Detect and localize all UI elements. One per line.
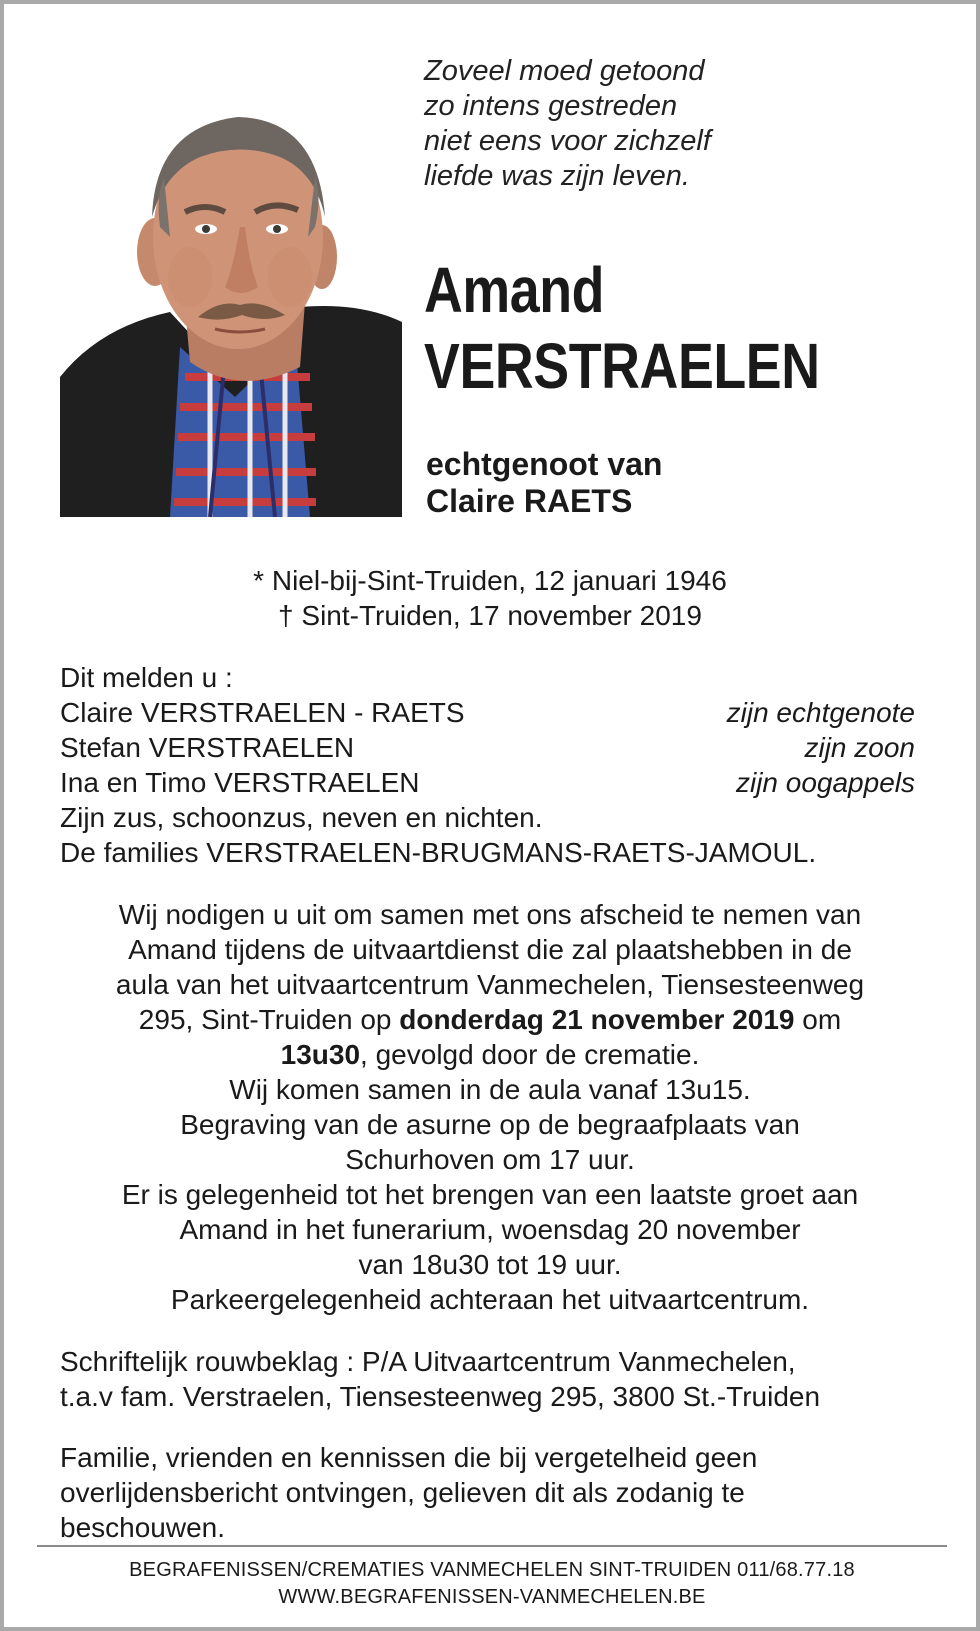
ceremony-text: om <box>794 1004 842 1035</box>
notice-line: Familie, vrienden en kennissen die bij vergetelheid geen <box>60 1442 758 1473</box>
first-name: Amand <box>424 254 605 326</box>
condolence-line: Schriftelijk rouwbeklag : P/A Uitvaartcentrum Vanmechelen, <box>60 1346 796 1377</box>
ceremony-line: Er is gelegenheid tot het brengen van een laatste groet aan <box>121 1179 859 1210</box>
relatives-line: Zijn zus, schoonzus, neven en nichten. <box>60 802 543 833</box>
ceremony-date: donderdag 21 november 2019 <box>399 1004 795 1035</box>
ceremony-line <box>60 1002 920 1037</box>
ceremony-line <box>60 1037 920 1072</box>
mourner-row <box>60 695 915 730</box>
ceremony-time: 13u30 <box>280 1039 361 1070</box>
notice-line: overlijdensbericht ontvingen, gelieven dit als zodanig te <box>60 1477 745 1508</box>
ceremony-line: aula van het uitvaartcentrum Vanmechelen, Tiensesteenweg <box>115 969 865 1000</box>
notice-line: beschouwen. <box>60 1512 226 1543</box>
ceremony-line: Wij komen samen in de aula vanaf 13u15. <box>229 1074 751 1105</box>
poem-line: liefde was zijn leven. <box>424 160 690 192</box>
families-line: De families VERSTRAELEN-BRUGMANS-RAETS-JAMOUL. <box>60 837 817 868</box>
mourner-relation: zijn echtgenote <box>726 697 915 728</box>
ceremony-line: Schurhoven om 17 uur. <box>345 1144 635 1175</box>
footer-company: BEGRAFENISSEN/CREMATIES VANMECHELEN SINT-TRUIDEN 011/68.77.18 <box>129 1559 855 1581</box>
announce-intro: Dit melden u : <box>60 662 233 693</box>
last-name: VERSTRAELEN <box>424 330 820 402</box>
footer-website[interactable]: WWW.BEGRAFENISSEN-VANMECHELEN.BE <box>278 1586 706 1608</box>
ceremony-line: Parkeergelegenheid achteraan het uitvaartcentrum. <box>170 1284 810 1315</box>
poem-line: zo intens gestreden <box>424 90 678 122</box>
death-line: † Sint-Truiden, 17 november 2019 <box>278 600 702 631</box>
divider <box>37 1545 947 1547</box>
mourner-row <box>60 765 915 800</box>
mourner-row <box>60 730 915 765</box>
mourner-name: Stefan VERSTRAELEN <box>60 732 355 763</box>
condolence-address <box>60 1344 930 1414</box>
ceremony-text: , gevolgd door de crematie. <box>360 1039 700 1070</box>
ceremony-line: van 18u30 tot 19 uur. <box>358 1249 622 1280</box>
life-dates <box>60 563 920 633</box>
poem-line: Zoveel moed getoond <box>424 55 705 87</box>
mourners-section <box>60 660 915 870</box>
ceremony-line: Amand tijdens de uitvaartdienst die zal plaatshebben in de <box>128 934 852 965</box>
deceased-name <box>424 252 820 404</box>
ceremony-line: Begraving van de asurne op de begraafplaats van <box>180 1109 800 1140</box>
poem-line: niet eens voor zichzelf <box>424 125 711 157</box>
mourner-name: Ina en Timo VERSTRAELEN <box>60 767 420 798</box>
portrait-illustration <box>60 77 402 517</box>
spouse-name: Claire RAETS <box>426 483 633 519</box>
mourner-relation: zijn oogappels <box>735 767 915 798</box>
spouse-info <box>426 446 662 520</box>
portrait-photo <box>60 77 402 517</box>
ceremony-line: Wij nodigen u uit om samen met ons afscheid te nemen van <box>118 899 862 930</box>
mourner-relation: zijn zoon <box>804 732 915 763</box>
mourner-name: Claire VERSTRAELEN - RAETS <box>60 697 465 728</box>
poem <box>424 54 904 194</box>
notice-section <box>60 1440 890 1545</box>
birth-line: * Niel-bij-Sint-Truiden, 12 januari 1946 <box>253 565 727 596</box>
ceremony-text: 295, Sint-Truiden op <box>138 1004 400 1035</box>
condolence-line: t.a.v fam. Verstraelen, Tiensesteenweg 295, 3800 St.-Truiden <box>60 1381 821 1412</box>
footer <box>37 1557 947 1611</box>
spouse-label: echtgenoot van <box>426 446 663 482</box>
ceremony-line: Amand in het funerarium, woensdag 20 november <box>179 1214 801 1245</box>
ceremony-section <box>60 897 920 1317</box>
